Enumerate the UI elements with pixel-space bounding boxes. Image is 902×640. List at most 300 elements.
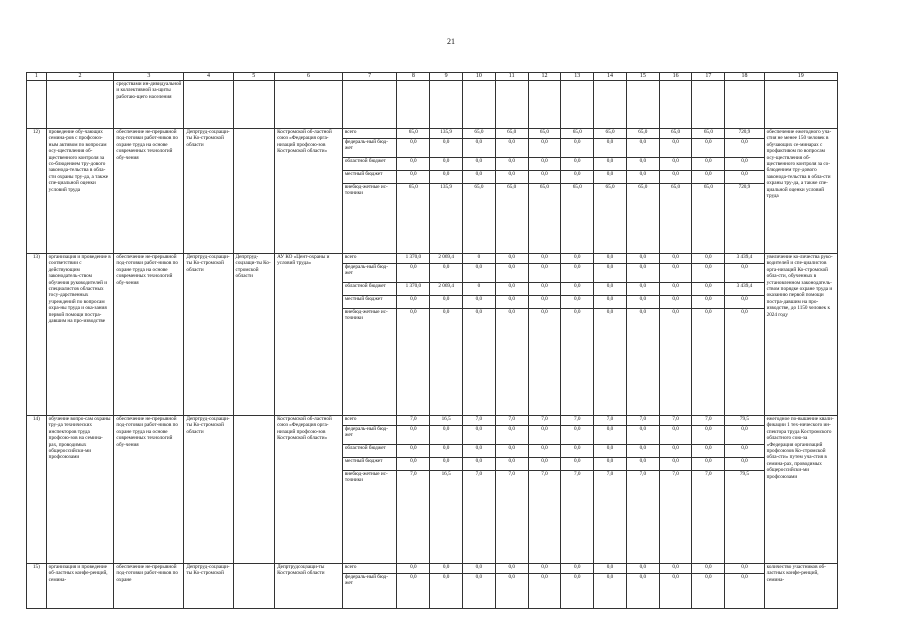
column-number: 11 (495, 73, 528, 81)
value-cell: 3 439,4 (725, 283, 763, 296)
value-cell: 0,0 (627, 296, 659, 309)
value-cell: 0,0 (496, 296, 528, 309)
column-number-row (27, 73, 838, 81)
value-cell: 65,0 (605, 184, 615, 190)
value-cell: 0,0 (463, 139, 495, 158)
funding-source-label: областной бюджет (343, 445, 397, 458)
value-cell: 0,0 (639, 574, 647, 580)
year-values (495, 564, 528, 609)
year-values (495, 129, 528, 254)
value-cell: 2 069,4 (430, 254, 462, 264)
value-cell: 0,0 (430, 171, 462, 184)
measure-name: организация и проведение об-ластных конфе-ренций, семина- (46, 564, 114, 609)
measure-row (27, 254, 838, 416)
value-cell: 0,0 (574, 309, 581, 315)
value-cell: 7,0 (410, 471, 417, 477)
value-cell: 0,0 (594, 158, 626, 171)
value-cell: 7,0 (463, 416, 495, 426)
column-number: 9 (430, 73, 463, 81)
measure-name: обучение вопро-сам охраны тру-да технических инспекторов труда профсою-зов на семина-рах, проводимых общероссийски-ми профсоюзами (46, 416, 114, 564)
value-cell: 0,0 (529, 283, 561, 296)
value-cell: 0,0 (594, 296, 626, 309)
funding-source-label: федераль-ный бюд-жет (343, 426, 397, 445)
value-cell: 0,0 (430, 139, 462, 158)
value-cell: 0,0 (430, 458, 462, 471)
row-number: 14) (27, 416, 47, 564)
value-cell: 0,0 (496, 264, 528, 283)
value-cell: 0,0 (725, 264, 763, 283)
value-cell: 0,0 (561, 139, 593, 158)
year-values (561, 416, 594, 564)
column-number: 17 (692, 73, 725, 81)
year-values (430, 129, 463, 254)
expected-result: количество участников об-ластных конфе-ренций, семина- (764, 564, 837, 609)
funding-source-label: всего (343, 564, 397, 574)
funds-recipient: Костромской об-ластной союз «Федерация орга-низаций профсою-зов Костромской области» (275, 416, 343, 564)
year-values (528, 129, 561, 254)
value-cell: 0,0 (496, 171, 528, 184)
value-cell: 0,0 (430, 564, 462, 574)
responsible-executor: Депртруд-соцзащи-ты Ко-стромской области (184, 254, 233, 416)
value-cell: 7,0 (529, 416, 561, 426)
value-cell: 0,0 (660, 171, 692, 184)
value-cell: 65,0 (703, 184, 713, 190)
value-cell: 65,0 (572, 184, 582, 190)
task-text: обеспечение не-прерывной под-готовки работ-ников по охране труда на основе современных технологий обу-чения (114, 129, 184, 254)
value-cell: 7,0 (639, 471, 647, 477)
responsible-executor: Депртруд-соцзащи-ты Ко-стромской (184, 564, 233, 609)
value-cell: 0,0 (692, 283, 724, 296)
value-cell: 7,0 (705, 471, 712, 477)
value-cell: 0,0 (397, 171, 429, 184)
year-values (397, 416, 430, 564)
column-number: 4 (184, 73, 233, 81)
year-values (659, 129, 692, 254)
value-cell: 0,0 (692, 254, 724, 264)
value-cell: 0,0 (692, 264, 724, 283)
funding-sources (342, 254, 397, 416)
value-cell: 0,0 (627, 283, 659, 296)
value-cell: 0,0 (463, 264, 495, 283)
column-number: 15 (626, 73, 659, 81)
value-cell: 135,9 (430, 129, 462, 139)
co-executor (233, 129, 275, 254)
value-cell: 0,0 (430, 296, 462, 309)
continuation-row (27, 81, 838, 129)
funding-source-label: федераль-ный бюд-жет (344, 574, 388, 587)
expected-result: ежегодное по-вышение квали-фикации 1 тех-нического ин-спектора труда Костромского областного сою-за «Федерация организаций профсоюзов Ко-стромской обла-сти» путем уча-стия в семина-рах, проводимых общероссийски-ми профсоюзами (764, 416, 837, 564)
value-cell: 7,0 (692, 416, 724, 426)
value-cell: 65,0 (408, 184, 418, 190)
value-cell: 0,0 (705, 574, 712, 580)
funding-source-label: местный бюджет (343, 458, 397, 471)
value-cell: 0,0 (725, 139, 763, 158)
year-values (430, 254, 463, 416)
value-cell: 79,5 (739, 471, 749, 477)
value-cell: 0,0 (496, 445, 528, 458)
value-cell: 0,0 (725, 171, 763, 184)
funding-sources (342, 564, 397, 609)
year-values (692, 564, 725, 609)
measure-row (27, 416, 838, 564)
value-cell: 0,0 (692, 458, 724, 471)
co-executor: Депртруд-соцзащи-ты Ко-стромской области (233, 254, 275, 416)
year-values (463, 254, 496, 416)
funding-source-label: всего (343, 416, 397, 426)
year-values (725, 564, 764, 609)
funding-source-label: внебюд-жетные ис-точники (344, 309, 388, 322)
value-cell: 65,0 (397, 129, 429, 139)
value-cell: 0,0 (627, 171, 659, 184)
year-values (594, 129, 627, 254)
value-cell: 2 069,4 (430, 283, 462, 296)
value-cell: 0,0 (397, 158, 429, 171)
task-text: обеспечение не-прерывной под-готовки работ-ников по охране (114, 564, 184, 609)
row-number: 12) (27, 129, 47, 254)
value-cell: 0,0 (725, 158, 763, 171)
value-cell: 0,0 (397, 564, 429, 574)
value-cell: 7,0 (672, 471, 679, 477)
value-cell: 0,0 (561, 458, 593, 471)
value-cell: 0,0 (529, 426, 561, 445)
value-cell: 0,0 (529, 445, 561, 458)
value-cell: 3 439,4 (725, 254, 763, 264)
year-values (397, 564, 430, 609)
funding-source-label: всего (343, 254, 397, 264)
task-text: обеспечение не-прерывной под-готовки работ-ников по охране труда на основе современных технологий обу-чения (114, 416, 184, 564)
funding-source-label: областной бюджет (343, 283, 397, 296)
value-cell: 0,0 (627, 264, 659, 283)
value-cell: 0,0 (627, 445, 659, 458)
column-number: 19 (764, 73, 837, 81)
value-cell: 0,0 (606, 574, 614, 580)
value-cell: 65,0 (507, 184, 517, 190)
value-cell: 135,9 (440, 184, 452, 190)
measure-row (27, 129, 838, 254)
value-cell: 0,0 (725, 445, 763, 458)
year-values (463, 564, 496, 609)
value-cell: 0,0 (561, 158, 593, 171)
value-cell: 0,0 (397, 426, 429, 445)
value-cell: 0,0 (442, 309, 450, 315)
value-cell: 0,0 (397, 296, 429, 309)
value-cell: 0,0 (561, 283, 593, 296)
year-values (626, 129, 659, 254)
value-cell: 7,0 (496, 416, 528, 426)
value-cell: 0,0 (463, 296, 495, 309)
year-values (561, 564, 594, 609)
value-cell: 0,0 (594, 254, 626, 264)
value-cell: 7,0 (594, 416, 626, 426)
value-cell: 0,0 (496, 254, 528, 264)
value-cell: 0,0 (529, 458, 561, 471)
value-cell: 0,0 (660, 458, 692, 471)
value-cell: 0,0 (475, 574, 483, 580)
value-cell: 65,0 (594, 129, 626, 139)
year-values (463, 129, 496, 254)
value-cell: 0,0 (496, 158, 528, 171)
funding-source-label: местный бюджет (343, 296, 397, 309)
funds-recipient: АУ КО «Цент-охраны и условий труда» (275, 254, 343, 416)
value-cell: 0,0 (660, 296, 692, 309)
value-cell: 0,0 (594, 458, 626, 471)
value-cell: 65,0 (561, 129, 593, 139)
year-values (594, 564, 627, 609)
value-cell: 0,0 (725, 564, 763, 574)
year-values (626, 564, 659, 609)
value-cell: 0,0 (741, 574, 748, 580)
year-values (397, 254, 430, 416)
value-cell: 0,0 (627, 564, 659, 574)
value-cell: 0,0 (508, 574, 515, 580)
value-cell: 0,0 (627, 426, 659, 445)
value-cell: 0,0 (692, 564, 724, 574)
value-cell: 0,0 (463, 445, 495, 458)
column-number: 8 (397, 73, 430, 81)
value-cell: 0,0 (725, 426, 763, 445)
year-values (692, 416, 725, 564)
column-number: 16 (659, 73, 692, 81)
value-cell: 0,0 (627, 458, 659, 471)
value-cell: 65,0 (692, 129, 724, 139)
value-cell: 0,0 (397, 264, 429, 283)
responsible-executor: Депртруд-соцзащи-ты Ко-стромской области (184, 129, 233, 254)
value-cell: 0,0 (627, 158, 659, 171)
responsible-executor: Депртруд-соцзащи-ты Ко-стромской области (184, 416, 233, 564)
column-number: 5 (233, 73, 275, 81)
budget-table (26, 72, 838, 609)
column-number: 14 (594, 73, 627, 81)
value-cell: 0,0 (692, 139, 724, 158)
value-cell: 65,0 (671, 184, 681, 190)
funding-sources (342, 416, 397, 564)
year-values (528, 254, 561, 416)
value-cell: 720,9 (738, 184, 751, 190)
value-cell: 0,0 (561, 254, 593, 264)
funds-recipient: Костромской об-ластной союз «Федерация орга-низаций профсою-зов Костромской области» (275, 129, 343, 254)
value-cell: 65,0 (463, 129, 495, 139)
value-cell: 0,0 (541, 309, 548, 315)
year-values (692, 129, 725, 254)
value-cell: 0,0 (442, 574, 450, 580)
funding-source-label: областной бюджет (343, 158, 397, 171)
year-values (626, 416, 659, 564)
value-cell: 0,0 (397, 139, 429, 158)
value-cell: 65,0 (539, 184, 549, 190)
value-cell: 720,9 (725, 129, 763, 139)
value-cell: 0,0 (430, 264, 462, 283)
row-number: 13) (27, 254, 47, 416)
funding-source-label: федераль-ный бюд-жет (343, 264, 397, 283)
continuation-text: средствами ин-дивидуальной и коллективной за-щиты работаю-щего населения (114, 81, 184, 129)
value-cell: 0 (463, 254, 495, 264)
measure-name: организация и проведение в соответствии с действующим законодатель-ством обучения руководителей и специалистов областных госу-дарственных учреждений по вопросам охра-ны труда и ока-зания первой помощи постра-давшим на про-изводстве (46, 254, 114, 416)
value-cell: 0,0 (660, 139, 692, 158)
value-cell: 0,0 (741, 309, 748, 315)
column-number: 1 (27, 73, 47, 81)
value-cell: 0,0 (463, 171, 495, 184)
value-cell: 0,0 (529, 296, 561, 309)
value-cell: 0,0 (594, 264, 626, 283)
value-cell: 0,0 (725, 458, 763, 471)
value-cell: 0,0 (561, 564, 593, 574)
value-cell: 65,0 (627, 129, 659, 139)
value-cell: 0,0 (561, 296, 593, 309)
column-number: 10 (463, 73, 496, 81)
year-values (561, 129, 594, 254)
column-number: 6 (275, 73, 343, 81)
year-values (725, 254, 764, 416)
value-cell: 16,5 (441, 471, 451, 477)
year-values (725, 416, 764, 564)
value-cell: 0,0 (660, 445, 692, 458)
value-cell: 0 (463, 283, 495, 296)
value-cell: 0,0 (410, 574, 417, 580)
value-cell: 7,0 (397, 416, 429, 426)
co-executor (233, 564, 275, 609)
column-number: 13 (561, 73, 594, 81)
value-cell: 0,0 (561, 264, 593, 283)
year-values (430, 416, 463, 564)
value-cell: 0,0 (594, 171, 626, 184)
value-cell: 65,0 (474, 184, 484, 190)
year-values (397, 129, 430, 254)
funding-sources (342, 129, 397, 254)
year-values (495, 416, 528, 564)
value-cell: 0,0 (508, 309, 515, 315)
value-cell: 0,0 (430, 426, 462, 445)
column-number: 18 (725, 73, 764, 81)
task-text: обеспечение не-прерывной под-готовки работ-ников по охране труда на основе современных технологий обу-чения (114, 254, 184, 416)
column-number: 2 (46, 73, 114, 81)
value-cell: 0,0 (725, 296, 763, 309)
year-values (594, 416, 627, 564)
funding-source-label: внебюд-жетные ис-точники (344, 471, 388, 484)
year-values (528, 564, 561, 609)
value-cell: 0,0 (660, 564, 692, 574)
value-cell: 1 370,0 (397, 254, 429, 264)
co-executor (233, 416, 275, 564)
year-values (463, 416, 496, 564)
page-number: 21 (447, 37, 455, 46)
value-cell: 0,0 (672, 309, 679, 315)
value-cell: 65,0 (660, 129, 692, 139)
year-values (692, 254, 725, 416)
value-cell: 7,0 (574, 471, 581, 477)
value-cell: 0,0 (397, 445, 429, 458)
value-cell: 0,0 (463, 564, 495, 574)
funds-recipient: Депртрудсоцзащи-ты Костромской области (275, 564, 343, 609)
measure-name: проведение обу-чающих семина-ров с профсоюз-ным активом по вопросам осу-ществления об-щественного контроля за со-блюдением тру-дового законода-тельства в обла-сти охраны тру-да, а также спе-циальной оценки условий труда (46, 129, 114, 254)
year-values (725, 129, 764, 254)
year-values (495, 254, 528, 416)
year-values (430, 564, 463, 609)
value-cell: 7,0 (508, 471, 515, 477)
value-cell: 0,0 (627, 139, 659, 158)
value-cell: 0,0 (430, 445, 462, 458)
value-cell: 0,0 (692, 426, 724, 445)
year-values (528, 416, 561, 564)
value-cell: 0,0 (496, 139, 528, 158)
value-cell: 0,0 (541, 574, 548, 580)
value-cell: 79,5 (725, 416, 763, 426)
value-cell: 0,0 (672, 574, 679, 580)
value-cell: 0,0 (561, 171, 593, 184)
value-cell: 7,0 (606, 471, 614, 477)
column-number: 3 (114, 73, 184, 81)
value-cell: 0,0 (692, 296, 724, 309)
column-number: 12 (528, 73, 561, 81)
value-cell: 0,0 (430, 158, 462, 171)
value-cell: 0,0 (410, 309, 417, 315)
value-cell: 0,0 (594, 426, 626, 445)
value-cell: 0,0 (660, 283, 692, 296)
row-number: 15) (27, 564, 47, 609)
value-cell: 7,0 (541, 471, 548, 477)
value-cell: 0,0 (496, 283, 528, 296)
value-cell: 65,0 (529, 129, 561, 139)
value-cell: 0,0 (561, 445, 593, 458)
value-cell: 0,0 (660, 254, 692, 264)
value-cell: 0,0 (594, 564, 626, 574)
value-cell: 0,0 (692, 158, 724, 171)
value-cell: 0,0 (529, 171, 561, 184)
year-values (594, 254, 627, 416)
year-values (659, 564, 692, 609)
value-cell: 7,0 (660, 416, 692, 426)
year-values (626, 254, 659, 416)
value-cell: 16,5 (430, 416, 462, 426)
value-cell: 0,0 (606, 309, 614, 315)
value-cell: 0,0 (529, 139, 561, 158)
column-number: 7 (342, 73, 397, 81)
value-cell: 0,0 (463, 458, 495, 471)
measure-row (27, 564, 838, 609)
value-cell: 0,0 (529, 564, 561, 574)
value-cell: 7,0 (475, 471, 483, 477)
funding-source-label: внебюд-жетные ис-точники (344, 184, 388, 197)
value-cell: 0,0 (660, 158, 692, 171)
year-values (659, 254, 692, 416)
value-cell: 0,0 (692, 445, 724, 458)
value-cell: 0,0 (496, 426, 528, 445)
value-cell: 0,0 (496, 458, 528, 471)
value-cell: 0,0 (594, 283, 626, 296)
value-cell: 1 370,0 (397, 283, 429, 296)
value-cell: 7,0 (627, 416, 659, 426)
value-cell: 0,0 (463, 426, 495, 445)
funding-source-label: местный бюджет (343, 171, 397, 184)
value-cell: 0,0 (475, 309, 483, 315)
value-cell: 0,0 (639, 309, 647, 315)
value-cell: 0,0 (594, 445, 626, 458)
value-cell: 0,0 (594, 139, 626, 158)
value-cell: 0,0 (529, 264, 561, 283)
value-cell: 0,0 (561, 426, 593, 445)
value-cell: 0,0 (692, 171, 724, 184)
year-values (561, 254, 594, 416)
funding-source-label: всего (343, 129, 397, 139)
value-cell: 0,0 (660, 426, 692, 445)
value-cell: 7,0 (561, 416, 593, 426)
expected-result: увеличение ко-личества руко-водителей и спе-циалистов орга-низаций Ко-стромской обла-сти, обученных в установленном законодатель-ством порядке охране труда и оказанию первой помощи постра-давшим на про-изводстве, до 1150 человек к 2024 году (764, 254, 837, 416)
funding-source-label: федераль-ный бюд-жет (343, 139, 397, 158)
value-cell: 65,0 (638, 184, 648, 190)
expected-result: обеспечение ежегодного уча-стия не менее 150 человек в обучающих се-минарах с профактивом по вопросам осу-ществления об-щественного контроля за со-блюдением тру-дового законода-тельства в обла-сти охраны тру-да, а также спе-циальной оценки условий труда (764, 129, 837, 254)
value-cell: 0,0 (397, 458, 429, 471)
value-cell: 0,0 (574, 574, 581, 580)
value-cell: 0,0 (496, 564, 528, 574)
